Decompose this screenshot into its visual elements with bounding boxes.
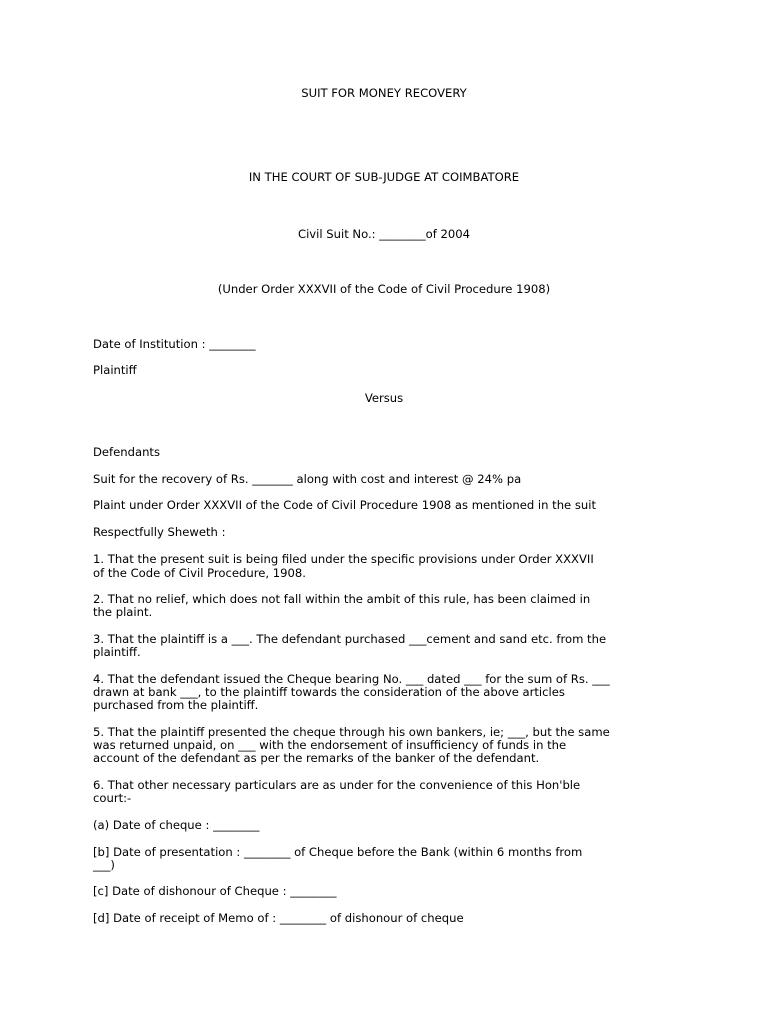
respectfully-sheweth: Respectfully Sheweth :: [93, 525, 226, 539]
plaintiff-label: Plaintiff: [93, 363, 137, 377]
defendants-label: Defendants: [93, 445, 161, 459]
civil-suit-number: Civil Suit No.: ________of 2004: [297, 227, 471, 241]
paragraph-5-line-2: was returned unpaid, on ___ with the endorsement of insufficiency of funds in the: [93, 738, 567, 752]
document-title: SUIT FOR MONEY RECOVERY: [301, 86, 467, 100]
paragraph-2-line-2: the plaint.: [93, 605, 153, 619]
item-d-date-of-receipt: [d] Date of receipt of Memo of : ________ of dishonour of cheque: [93, 911, 464, 925]
paragraph-1-line-2: of the Code of Civil Procedure, 1908.: [93, 566, 306, 580]
plaint-under-order: Plaint under Order XXXVII of the Code of Civil Procedure 1908 as mentioned in the suit: [93, 498, 597, 512]
paragraph-4-line-2: drawn at bank ___, to the plaintiff towards the consideration of the above articles: [93, 685, 565, 699]
court-heading: IN THE COURT OF SUB-JUDGE AT COIMBATORE: [248, 170, 520, 184]
paragraph-5-line-1: 5. That the plaintiff presented the cheque through his own bankers, ie; ___, but the same: [93, 725, 610, 739]
item-c-date-of-dishonour: [c] Date of dishonour of Cheque : ________: [93, 884, 337, 898]
paragraph-2-line-1: 2. That no relief, which does not fall within the ambit of this rule, has been claimed in: [93, 592, 591, 606]
under-order-heading: (Under Order XXXVII of the Code of Civil Procedure 1908): [217, 282, 551, 296]
item-b-line-1: [b] Date of presentation : ________ of Cheque before the Bank (within 6 months from: [93, 845, 583, 859]
paragraph-3-line-2: plaintiff.: [93, 645, 141, 659]
item-a-date-of-cheque: (a) Date of cheque : ________: [93, 818, 260, 832]
date-of-institution: Date of Institution : ________: [93, 337, 256, 351]
versus-label: Versus: [364, 391, 404, 405]
suit-for-recovery: Suit for the recovery of Rs. _______ along with cost and interest @ 24% pa: [93, 472, 522, 486]
paragraph-4-line-1: 4. That the defendant issued the Cheque bearing No. ___ dated ___ for the sum of Rs. ___: [93, 672, 610, 686]
paragraph-1-line-1: 1. That the present suit is being filed under the specific provisions under Order XXXVII: [93, 552, 594, 566]
paragraph-5-line-3: account of the defendant as per the remarks of the banker of the defendant.: [93, 751, 540, 765]
item-b-line-2: ___): [93, 858, 115, 872]
paragraph-6-line-1: 6. That other necessary particulars are as under for the convenience of this Hon'ble: [93, 778, 581, 792]
paragraph-3-line-1: 3. That the plaintiff is a ___. The defendant purchased ___cement and sand etc. from the: [93, 632, 607, 646]
paragraph-6-line-2: court:-: [93, 791, 132, 805]
paragraph-4-line-3: purchased from the plaintiff.: [93, 698, 259, 712]
